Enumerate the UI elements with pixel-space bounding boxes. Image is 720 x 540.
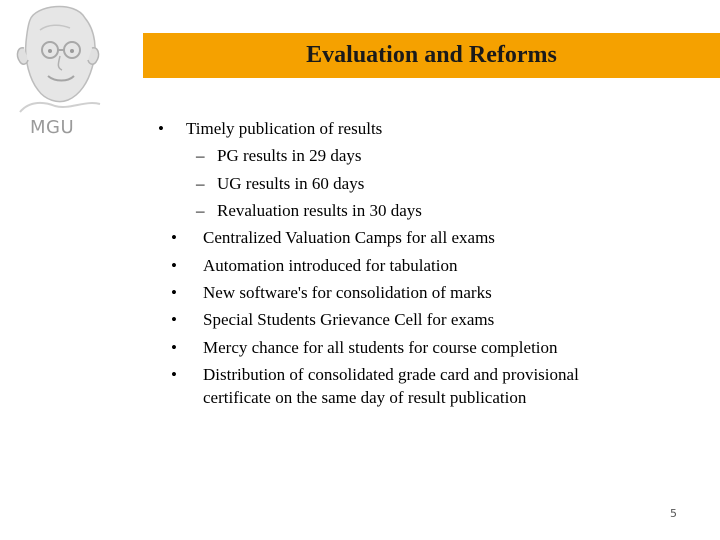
dash-marker: –	[196, 146, 205, 165]
list-item: Automation introduced for tabulation	[203, 256, 458, 275]
list-item-continuation: certificate on the same day of result publication	[203, 388, 527, 407]
page-number: 5	[670, 507, 677, 520]
bullet-marker: •	[171, 365, 177, 384]
bullet-marker: •	[171, 256, 177, 275]
dash-marker: –	[196, 201, 205, 220]
page-title: Evaluation and Reforms	[306, 42, 557, 68]
bullet-marker: •	[171, 338, 177, 357]
main-bullet-text: Timely publication of results	[186, 119, 383, 138]
sub-item: UG results in 60 days	[217, 174, 365, 193]
list-item: New software's for consolidation of marks	[203, 283, 492, 302]
sub-item: PG results in 29 days	[217, 146, 362, 165]
sub-item: Revaluation results in 30 days	[217, 201, 422, 220]
bullet-marker: •	[171, 228, 177, 247]
bullet-marker: •	[171, 310, 177, 329]
list-item: Special Students Grievance Cell for exams	[203, 310, 495, 329]
list-item: Distribution of consolidated grade card and provisional	[203, 365, 579, 384]
logo-text: MGU	[30, 117, 75, 138]
bullet-marker: •	[171, 283, 177, 302]
bullet-marker: •	[158, 119, 164, 138]
dash-marker: –	[196, 174, 205, 193]
list-item: Centralized Valuation Camps for all exams	[203, 228, 495, 247]
list-item: Mercy chance for all students for course completion	[203, 338, 558, 357]
